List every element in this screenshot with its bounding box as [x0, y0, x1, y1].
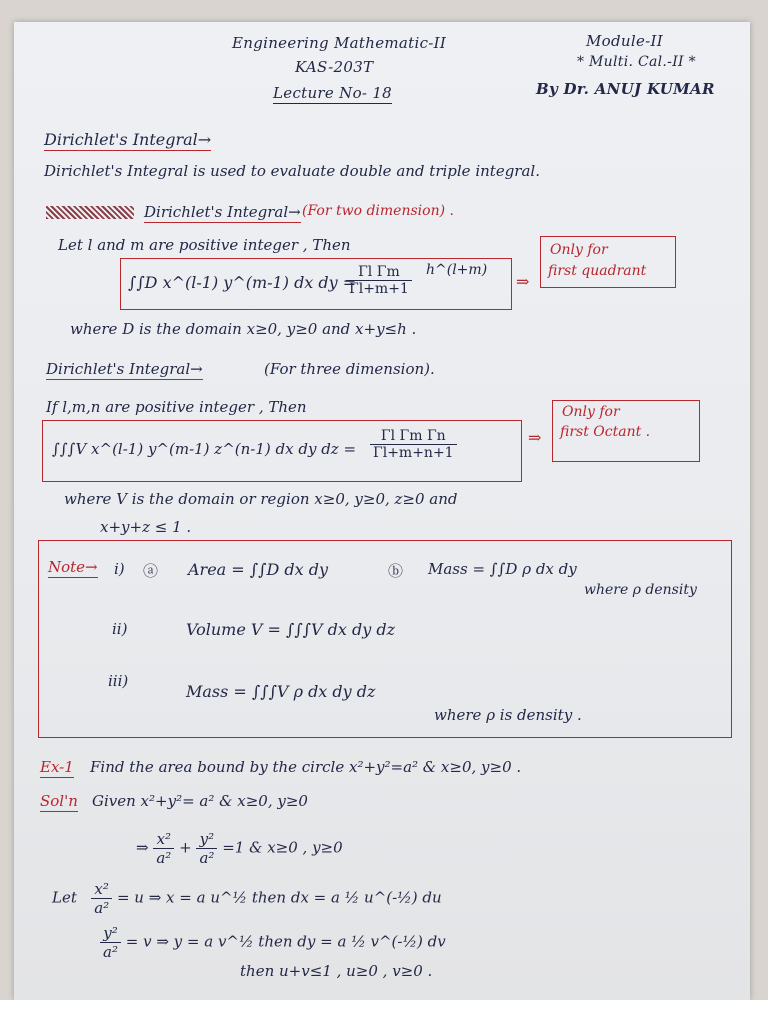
topic-label: * Multi. Cal.-II *	[577, 54, 696, 70]
course-title: Engineering Mathematic-II	[232, 34, 447, 52]
scribbled-out-text	[46, 206, 134, 219]
u-num: x²	[91, 880, 112, 899]
author-label: By Dr. ANUJ KUMAR	[536, 80, 715, 98]
first-quadrant-line2: first quadrant	[548, 263, 647, 279]
note-iii: iii)	[108, 672, 129, 690]
u-den: a²	[94, 899, 110, 917]
three-dim-note: (For three dimension).	[264, 360, 435, 378]
solution-label: Sol'n	[40, 792, 78, 810]
u-substitution: = u ⇒ x = a u^½ then dx = a ½ u^(-½) du	[116, 888, 442, 907]
note-mass-2d: Mass = ∫∫D ρ dx dy	[428, 560, 577, 578]
course-code: KAS-203T	[295, 58, 374, 76]
formula-2d-power: h^(l+m)	[426, 262, 488, 278]
let-word: Let	[52, 888, 77, 907]
dirichlet-intro: Dirichlet's Integral is used to evaluate double and triple integral.	[44, 162, 540, 180]
y-square-num: y²	[196, 830, 217, 849]
example-label: Ex-1	[40, 758, 74, 776]
formula-3d-denominator: Γl+m+n+1	[373, 445, 454, 461]
let-substitution-u	[52, 880, 442, 917]
two-dim-note: (For two dimension) .	[302, 203, 454, 219]
formula-2d-denominator: Γl+m+1	[349, 281, 409, 297]
domain-3d: where V is the domain or region x≥0, y≥0, z≥0 and	[64, 490, 458, 508]
arrow-2d: ⇒	[516, 272, 530, 291]
note-label: Note→	[48, 558, 98, 576]
solution-step1: ⇒ $\frac{\text{x²}}{\text{a²}}$ + $\frac{\text{y²}}{\text{a²}}$ =1 & x≥0 , y≥0	[136, 830, 343, 867]
implies-arrow: ⇒	[136, 838, 149, 857]
note-i: i)	[114, 560, 125, 578]
first-octant-line1: Only for	[562, 404, 620, 420]
formula-2d-lhs: ∫∫D x^(l-1) y^(m-1) dx dy =	[128, 273, 357, 292]
note-ii: ii)	[112, 620, 128, 638]
module-label: Module-II	[586, 32, 663, 50]
example-question: Find the area bound by the circle x²+y²=a² & x≥0, y≥0 .	[90, 758, 522, 776]
let-statement: Let l and m are positive integer , Then	[58, 236, 351, 254]
uv-condition: then u+v≤1 , u≥0 , v≥0 .	[240, 962, 433, 980]
domain-3d-line2: x+y+z ≤ 1 .	[100, 518, 192, 536]
first-quadrant-line1: Only for	[550, 242, 608, 258]
lecture-number: Lecture No- 18	[273, 84, 393, 102]
note-mass-3d-where: where ρ is density .	[434, 706, 582, 724]
formula-3d-lhs: ∫∫∫V x^(l-1) y^(m-1) z^(n-1) dx dy dz =	[52, 440, 357, 458]
note-mass-2d-where: where ρ density	[584, 582, 697, 598]
v-den: a²	[103, 943, 118, 961]
formula-3d-numerator: Γl Γm Γn	[370, 428, 457, 445]
dirichlet-heading: Dirichlet's Integral→	[44, 130, 212, 149]
arrow-3d: ⇒	[528, 428, 542, 447]
domain-2d: where D is the domain x≥0, y≥0 and x+y≤h .	[70, 320, 417, 338]
note-a-marker: ⓐ	[143, 562, 159, 580]
first-octant-line2: first Octant .	[560, 424, 651, 440]
if-statement: If l,m,n are positive integer , Then	[46, 398, 307, 416]
x-square-den: a²	[156, 849, 172, 867]
step1-rhs: =1 & x≥0 , y≥0	[222, 838, 343, 857]
formula-2d-fraction	[346, 264, 412, 297]
note-area: Area = ∫∫D dx dy	[188, 560, 329, 579]
v-num: y²	[100, 924, 121, 943]
v-substitution: = v ⇒ y = a v^½ then dy = a ½ v^(-½) dv	[125, 932, 446, 951]
let-substitution-v	[100, 924, 446, 961]
note-volume: Volume V = ∫∫∫V dx dy dz	[186, 620, 396, 639]
three-dim-heading: Dirichlet's Integral→	[46, 360, 203, 378]
x-square-num: x²	[153, 830, 174, 849]
formula-3d-fraction	[370, 428, 457, 461]
y-square-den: a²	[199, 849, 215, 867]
note-mass-3d: Mass = ∫∫∫V ρ dx dy dz	[186, 682, 376, 701]
bottom-margin	[0, 1000, 768, 1024]
note-b-marker: ⓑ	[388, 562, 404, 580]
solution-given: Given x²+y²= a² & x≥0, y≥0	[92, 792, 308, 810]
formula-2d-numerator: Γl Γm	[346, 264, 412, 281]
two-dim-heading: Dirichlet's Integral→	[144, 203, 301, 221]
